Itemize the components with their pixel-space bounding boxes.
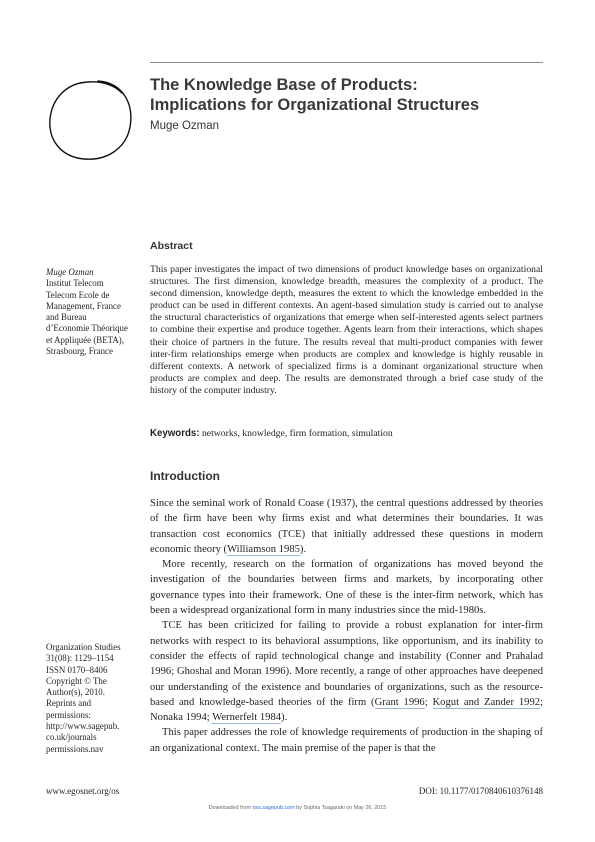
sidebar-affiliation bbox=[46, 267, 132, 357]
citation-link[interactable]: Kogut and Zander 1992 bbox=[432, 696, 541, 708]
paragraph-text: ). bbox=[281, 712, 288, 724]
keywords-text: networks, knowledge, firm formation, simulation bbox=[201, 428, 393, 439]
header-rule bbox=[150, 62, 543, 63]
introduction-body bbox=[150, 496, 543, 756]
citation-link[interactable]: Wernerfelt 1984 bbox=[212, 712, 282, 724]
paragraph-text: TCE has been criticized for failing to provide a robust explanation for inter-firm networks with respect to its behavioral assumptions, like opportunism, and its inability to consider the effects of rapid technological change and instability (Conner and Prahalad 1996; Ghoshal and Moran 1996). More recently, a range of other approaches have deepened our understanding of the existence and boundaries of organizations, such as the resource-based and knowledge-based theories of the firm ( bbox=[150, 620, 543, 708]
download-link[interactable]: oss.sagepub.com bbox=[252, 805, 295, 811]
title-line-1: The Knowledge Base of Products: bbox=[150, 76, 418, 94]
intro-paragraph-2: More recently, research on the formation of organizations has moved beyond the investigation of the boundaries between firms and markets, by incorporating other governance types into their framework. One of these is the inter-firm network, which has been a widespread organizational form in many industries since the mid-1980s. bbox=[150, 559, 543, 617]
circle-logo-icon bbox=[44, 75, 136, 163]
paragraph-text: ; Nonaka 1994; bbox=[150, 696, 543, 724]
article-title bbox=[150, 75, 543, 115]
download-notice bbox=[0, 805, 595, 811]
citation-link[interactable]: Grant 1996 bbox=[374, 696, 425, 708]
intro-paragraph-3 bbox=[150, 618, 543, 725]
abstract-text: This paper investigates the impact of two dimensions of product knowledge bases on organizational structures. The first dimension, knowledge breadth, measures the complexity of a product. The second dimension, knowledge depth, measures the extent to which the knowledge embedded in the product can be used in different contexts. An agent-based simulation study is carried out to analyse the structural characteristics of organizations that emerge when self-interested agents select partners to combine their expertise and produce together. Agents learn from their interactions, which shapes their choice of partners in the future. The results reveal that multi-product companies with fewer inter-firm relationships emerge when products are complex and knowledge is highly reusable in different contexts. A network of specialized firms is a dominant organizational structure when products are complex and deep. The results are demonstrated through a brief case study of the history of the computer industry. bbox=[150, 264, 543, 396]
intro-paragraph-1 bbox=[150, 496, 543, 557]
paragraph-text: ; bbox=[424, 696, 433, 708]
sidebar-author-name: Muge Ozman bbox=[46, 267, 94, 277]
abstract-heading: Abstract bbox=[150, 240, 193, 252]
footer-website[interactable]: www.egosnet.org/os bbox=[46, 786, 120, 796]
keywords-label: Keywords: bbox=[150, 428, 200, 439]
article-author: Muge Ozman bbox=[150, 120, 220, 132]
title-line-2: Implications for Organizational Structures bbox=[150, 96, 480, 114]
sidebar-journal-info: Organization Studies 31(08): 1129–1154 ISSN 0170–8406 Copyright © The Author(s), 2010. Reprints and permissions: http://www.sagepub. co.uk/journals permissions.nav bbox=[46, 642, 121, 754]
download-text: by Sophia Tsagaraki on May 26, 2015 bbox=[294, 805, 387, 811]
intro-paragraph-4: This paper addresses the role of knowledge requirements of production in the shaping of an organizational context. The main premise of the paper is that the bbox=[150, 727, 543, 754]
sidebar-affiliation-text: Institut Telecom Telecom Ecole de Management, France and Bureau d’Economie Théorique et Appliquée (BETA), Strasbourg, France bbox=[46, 278, 128, 357]
paragraph-text: ). bbox=[299, 543, 307, 555]
footer-doi: DOI: 10.1177/0170840610376148 bbox=[418, 786, 543, 796]
download-text: Downloaded from bbox=[208, 805, 253, 811]
keywords bbox=[150, 428, 543, 439]
paragraph-text: Since the seminal work of Ronald Coase (1937), the central questions addressed by theories of the firm have been why firms exist and what determines their boundaries. It was transaction cost economics (TCE) that initially addressed these questions in modern economic theory ( bbox=[150, 498, 543, 555]
citation-link[interactable]: Williamson 1985 bbox=[227, 543, 300, 555]
introduction-heading: Introduction bbox=[150, 469, 220, 483]
